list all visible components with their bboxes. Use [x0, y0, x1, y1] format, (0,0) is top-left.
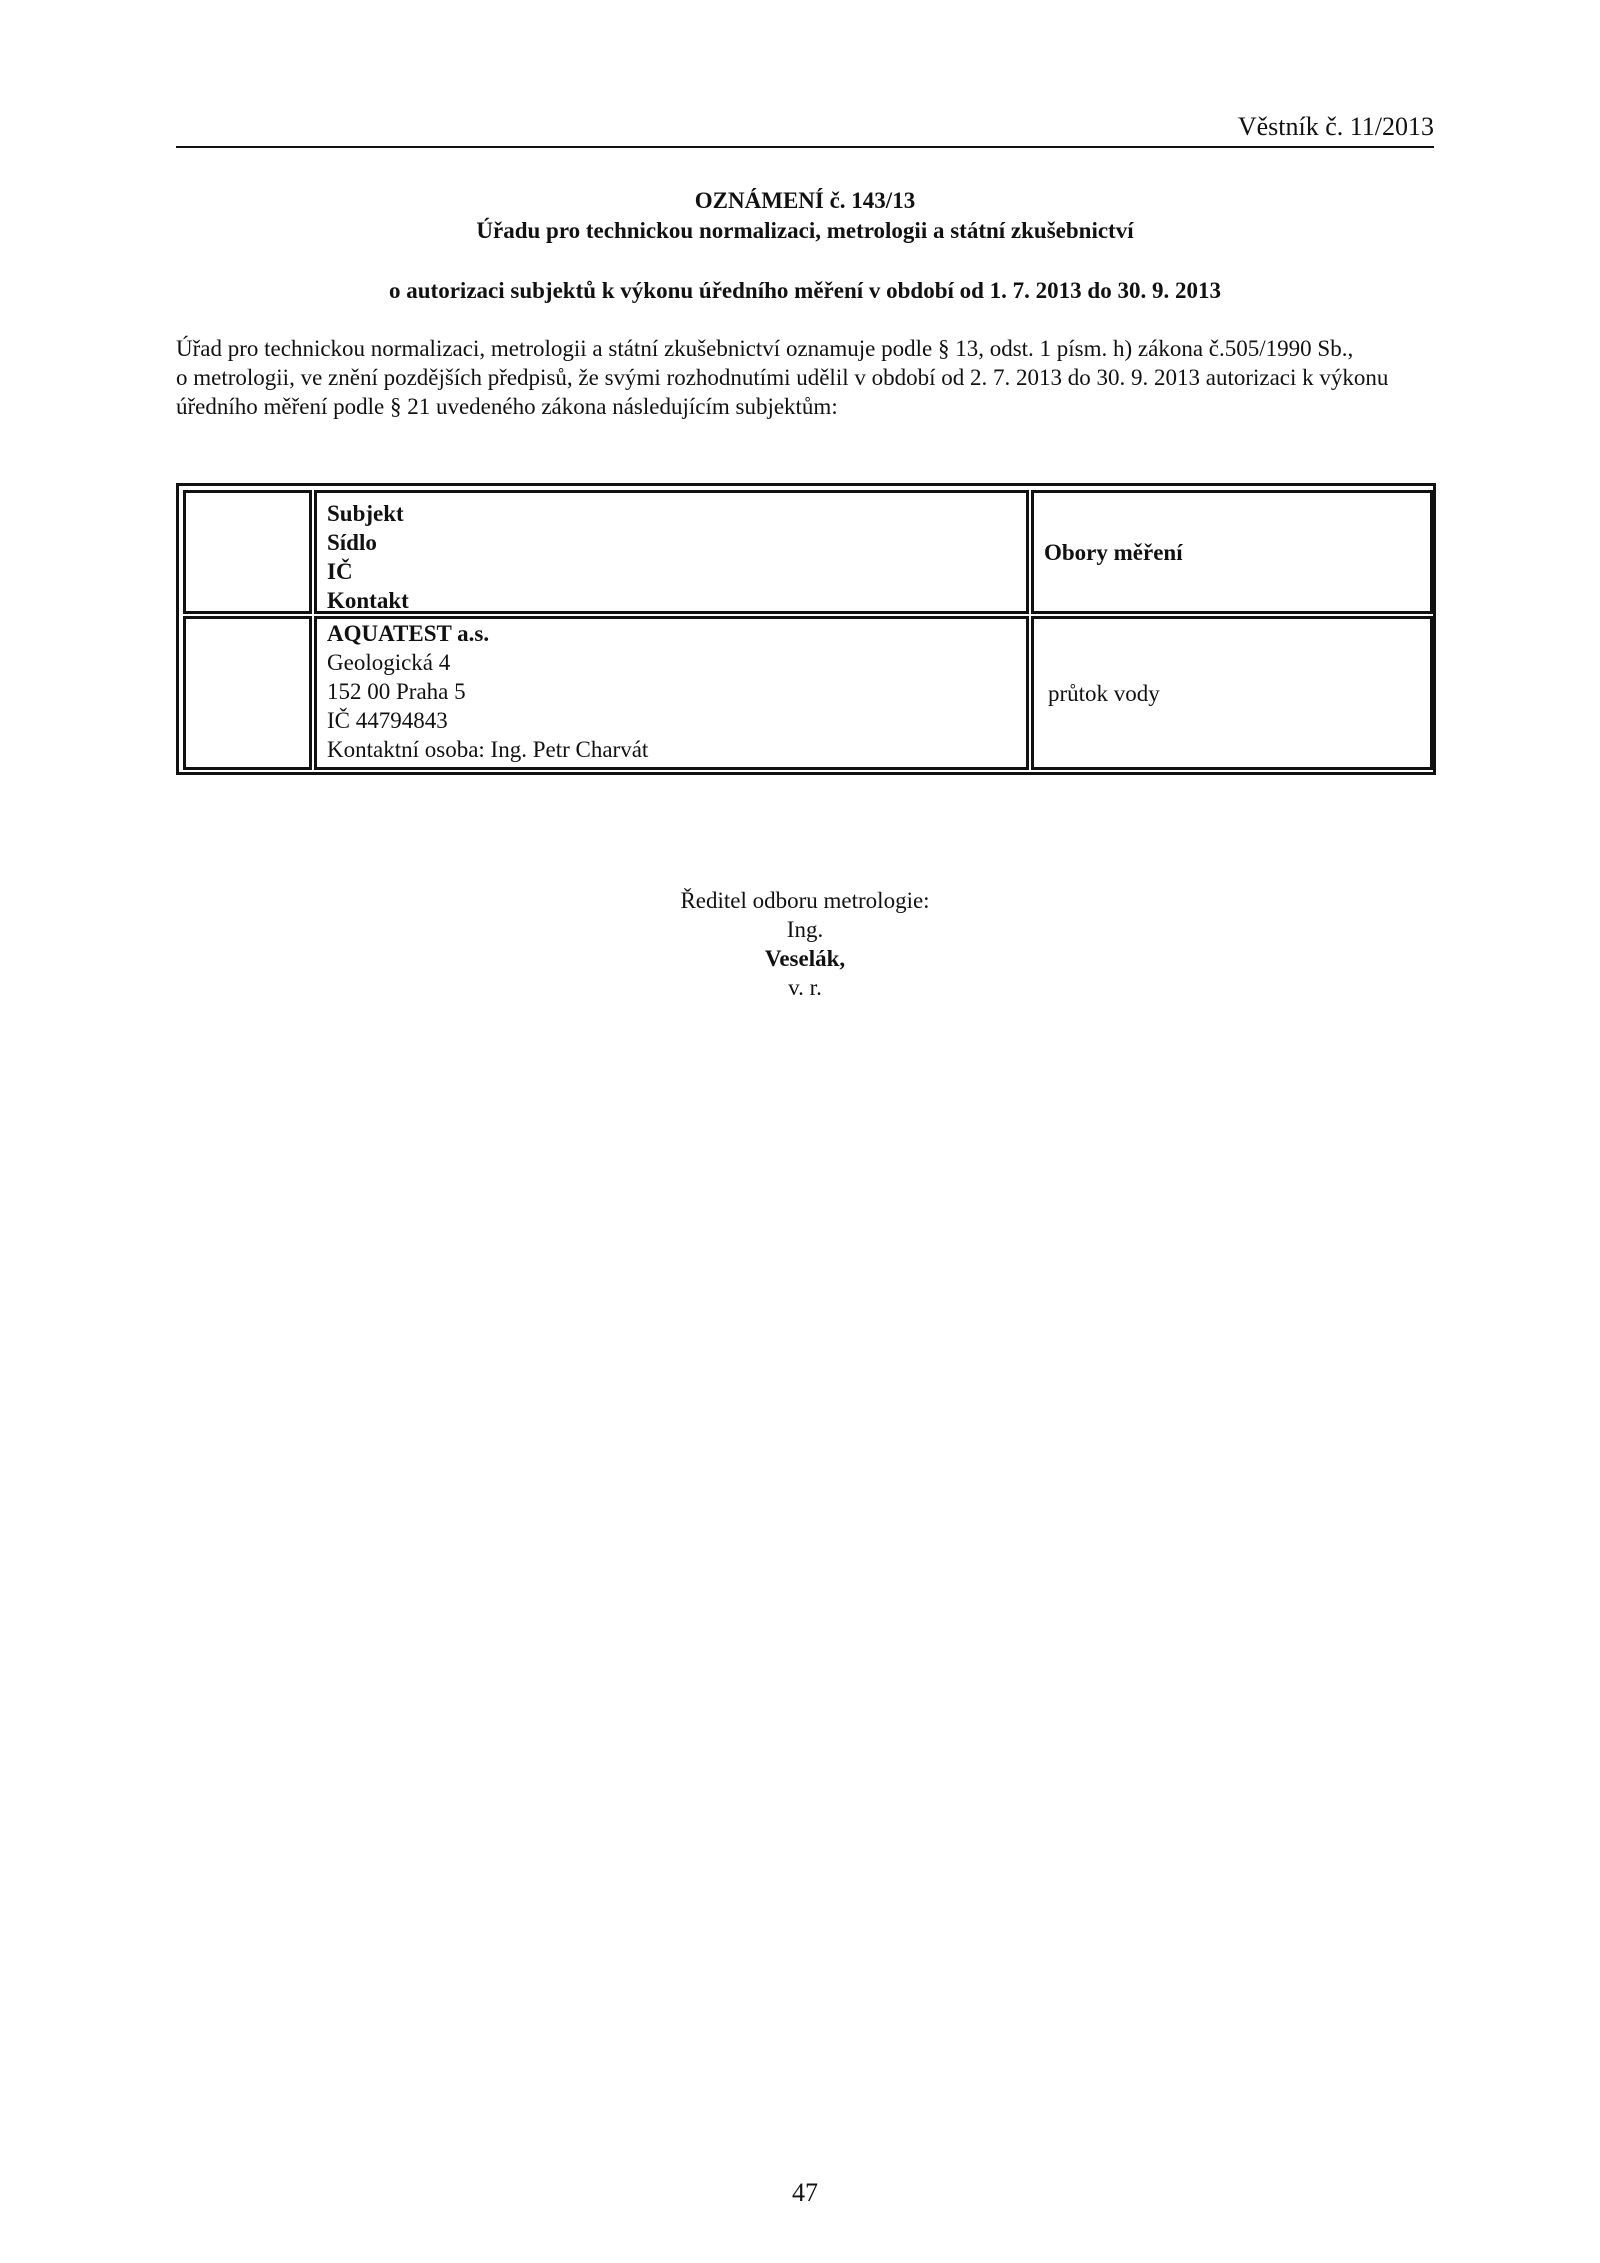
table-row-fields-cell [1031, 616, 1433, 770]
entity-ico: IČ 44794843 [327, 708, 448, 733]
running-header [176, 112, 1434, 148]
notice-office: Úřadu pro technickou normalizaci, metrologii a státní zkušebnictví [476, 218, 1134, 243]
intro-line: Úřad pro technickou normalizaci, metrologii a státní zkušebnictví oznamuje podle § 13, odst. 1 písm. h) zákona č.505/1990 Sb., [176, 336, 1354, 361]
entity-fields: průtok vody [1048, 680, 1160, 706]
intro-paragraph [176, 334, 1434, 421]
running-header-title: Věstník č. 11/2013 [1237, 112, 1434, 141]
table-header-seat: Sídlo [327, 530, 377, 555]
table-header-fields-cell [1031, 490, 1433, 614]
entity-city: 152 00 Praha 5 [327, 679, 466, 704]
signature-name-line [176, 915, 1434, 1002]
notice-title-block [176, 186, 1434, 306]
signature-block [176, 886, 1434, 1002]
signature-prefix: Ing. [786, 917, 824, 942]
table-header-subject: Subjekt [327, 501, 404, 526]
table-header-contact: Kontakt [327, 588, 409, 613]
notice-number: OZNÁMENÍ č. 143/13 [694, 188, 916, 213]
entity-contact: Kontaktní osoba: Ing. Petr Charvát [327, 737, 649, 762]
entity-street: Geologická 4 [327, 650, 451, 675]
signature-surname: Veselák, [764, 946, 846, 971]
signature-role: Ředitel odboru metrologie: [680, 888, 930, 913]
table-row-number-cell [183, 616, 312, 770]
notice-subject: o autorizaci subjektů k výkonu úředního měření v období od 1. 7. 2013 do 30. 9. 2013 [389, 278, 1221, 303]
table-header-ico: IČ [327, 559, 353, 584]
table-header-subject-cell [314, 490, 1029, 614]
table-header-number-cell [183, 490, 312, 614]
table-header-fields: Obory měření [1044, 539, 1183, 565]
intro-line: o metrologii, ve znění pozdějších předpisů, že svými rozhodnutími udělil v období od 2. 7. 2013 do 30. 9. 2013 autorizaci k výkonu [176, 365, 1389, 390]
entity-name: AQUATEST a.s. [327, 621, 490, 646]
page-number: 47 [792, 2178, 818, 2207]
table-row-subject-cell [314, 616, 1029, 770]
authorized-entities-table [176, 483, 1436, 775]
intro-line: úředního měření podle § 21 uvedeného zákona následujícím subjektům: [176, 394, 838, 419]
signature-suffix: v. r. [788, 975, 822, 1000]
